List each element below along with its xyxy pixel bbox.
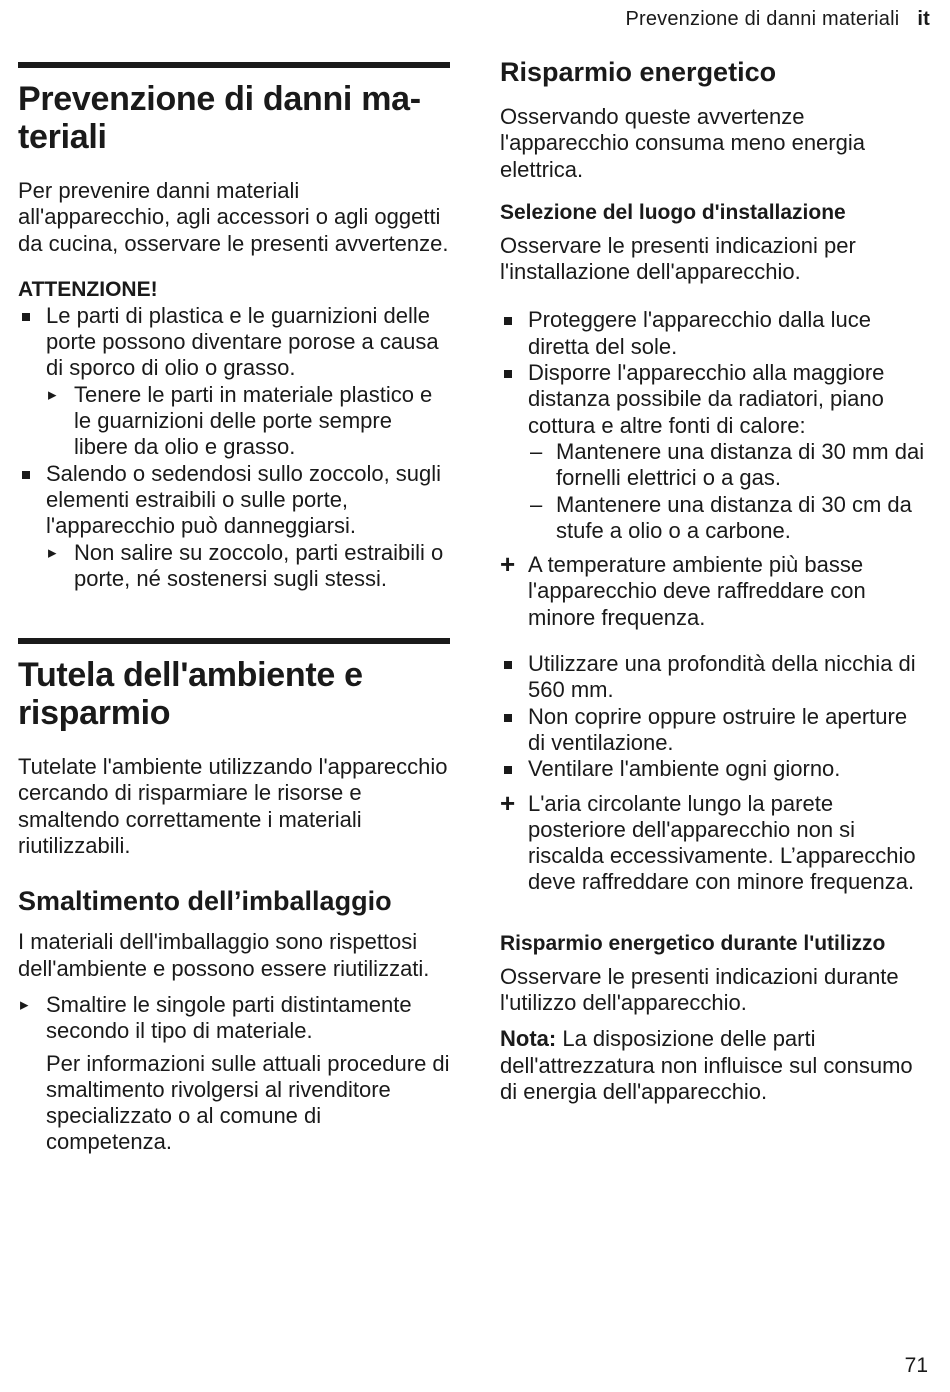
- tip-text: L'aria circolante lungo la parete posteriore dell'apparecchio non si riscalda eccessivamente. L’apparecchio deve raffreddare con minore frequenza.: [528, 790, 916, 895]
- subsection-title-utilizzo: Risparmio energetico durante l'utilizzo: [500, 931, 886, 955]
- note-label: Nota:: [500, 1026, 557, 1052]
- section-title-prevenzione: Prevenzione di danni ma-teriali: [18, 80, 421, 156]
- action-item: [18, 992, 450, 1156]
- action-item: ▸ Tenere le parti in materiale plastico e le guarnizioni delle porte sempre libere da olio e grasso.: [46, 382, 450, 461]
- install-list-2: [500, 651, 930, 782]
- subsection-title-installazione: Selezione del luogo d'installazione: [500, 200, 846, 224]
- section-intro: Osservando queste avvertenze l'apparecchio consuma meno energia elettrica.: [500, 104, 865, 182]
- action-list: [46, 382, 450, 461]
- action-text: Smaltire le singole parti distintamente secondo il tipo di materiale.: [46, 991, 412, 1044]
- action-list: [18, 992, 450, 1156]
- section-intro: Tutelate l'ambiente utilizzando l'apparecchio cercando di risparmiare le risorse e smaltendo correttamente i materiali riutilizzabili.: [18, 754, 448, 859]
- plus-icon: +: [500, 787, 516, 818]
- list-item-text: Disporre l'apparecchio alla maggiore distanza possibile da radiatori, piano cottura e altre fonti di calore:: [528, 360, 885, 438]
- list-item: Utilizzare una profondità della nicchia di 560 mm.: [500, 651, 930, 704]
- section-title-risparmio: Risparmio energetico: [500, 57, 777, 87]
- tip-block: [500, 787, 930, 896]
- language-code: it: [917, 8, 930, 30]
- subsection-intro: Osservare le presenti indicazioni per l'installazione dell'apparecchio.: [500, 232, 856, 285]
- subsection-title-smaltimento: Smaltimento dell’imballaggio: [18, 886, 392, 917]
- tip-text: A temperature ambiente più basse l'apparecchio deve raffreddare con minore frequenza.: [528, 552, 866, 630]
- dash-list: [528, 439, 930, 544]
- section-intro: Per prevenire danni materiali all'apparecchio, agli accessori o agli oggetti da cucina, osservare le presenti avvertenze.: [18, 178, 449, 256]
- section-rule: [18, 638, 450, 644]
- list-item: [18, 303, 450, 461]
- dash-item: – Mantenere una distanza di 30 cm da stufe a olio o a carbone.: [528, 492, 930, 545]
- tip-block: [500, 549, 930, 631]
- list-item-text: Salendo o sedendosi sullo zoccolo, sugli elementi estraibili o sulle porte, l'apparecchio può danneggiarsi.: [46, 460, 442, 539]
- section-title-tutela: Tutela dell'ambiente e risparmio: [18, 656, 363, 733]
- list-item-text: Le parti di plastica e le guarnizioni delle porte possono diventare porose a causa di sporco di olio o grasso.: [46, 302, 439, 381]
- note-text: La disposizione delle parti dell'attrezzatura non influisce sul consumo di energia dell'apparecchio.: [500, 1026, 913, 1104]
- list-item: Ventilare l'ambiente ogni giorno.: [500, 756, 930, 782]
- action-item: ▸ Non salire su zoccolo, parti estraibili o porte, né sostenersi sugli stessi.: [46, 540, 450, 593]
- right-column: [500, 56, 930, 1105]
- list-item: [500, 360, 930, 544]
- dash-item: – Mantenere una distanza di 30 mm dai fornelli elettrici o a gas.: [528, 439, 930, 492]
- running-header: [625, 8, 930, 31]
- install-list: [500, 307, 930, 544]
- list-item: [18, 461, 450, 592]
- section-rule: [18, 62, 450, 68]
- list-item: Proteggere l'apparecchio dalla luce diretta del sole.: [500, 307, 930, 360]
- list-item: Non coprire oppure ostruire le aperture di ventilazione.: [500, 704, 930, 757]
- left-column: [18, 62, 450, 1156]
- header-title: Prevenzione di danni materiali: [625, 8, 900, 30]
- subsection-intro: I materiali dell'imballaggio sono rispettosi dell'ambiente e possono essere riutilizzati.: [18, 929, 430, 981]
- warning-list: [18, 303, 450, 592]
- plus-icon: +: [500, 549, 516, 580]
- warning-label: ATTENZIONE!: [18, 277, 158, 301]
- note-paragraph: [500, 1026, 930, 1105]
- subsection-intro: Osservare le presenti indicazioni durante l'utilizzo dell'apparecchio.: [500, 963, 899, 1016]
- action-list: [46, 540, 450, 593]
- page-number: 71: [904, 1354, 928, 1377]
- action-note: Per informazioni sulle attuali procedure di smaltimento rivolgersi al rivenditore specializzato o al comune di competenza.: [46, 1050, 450, 1155]
